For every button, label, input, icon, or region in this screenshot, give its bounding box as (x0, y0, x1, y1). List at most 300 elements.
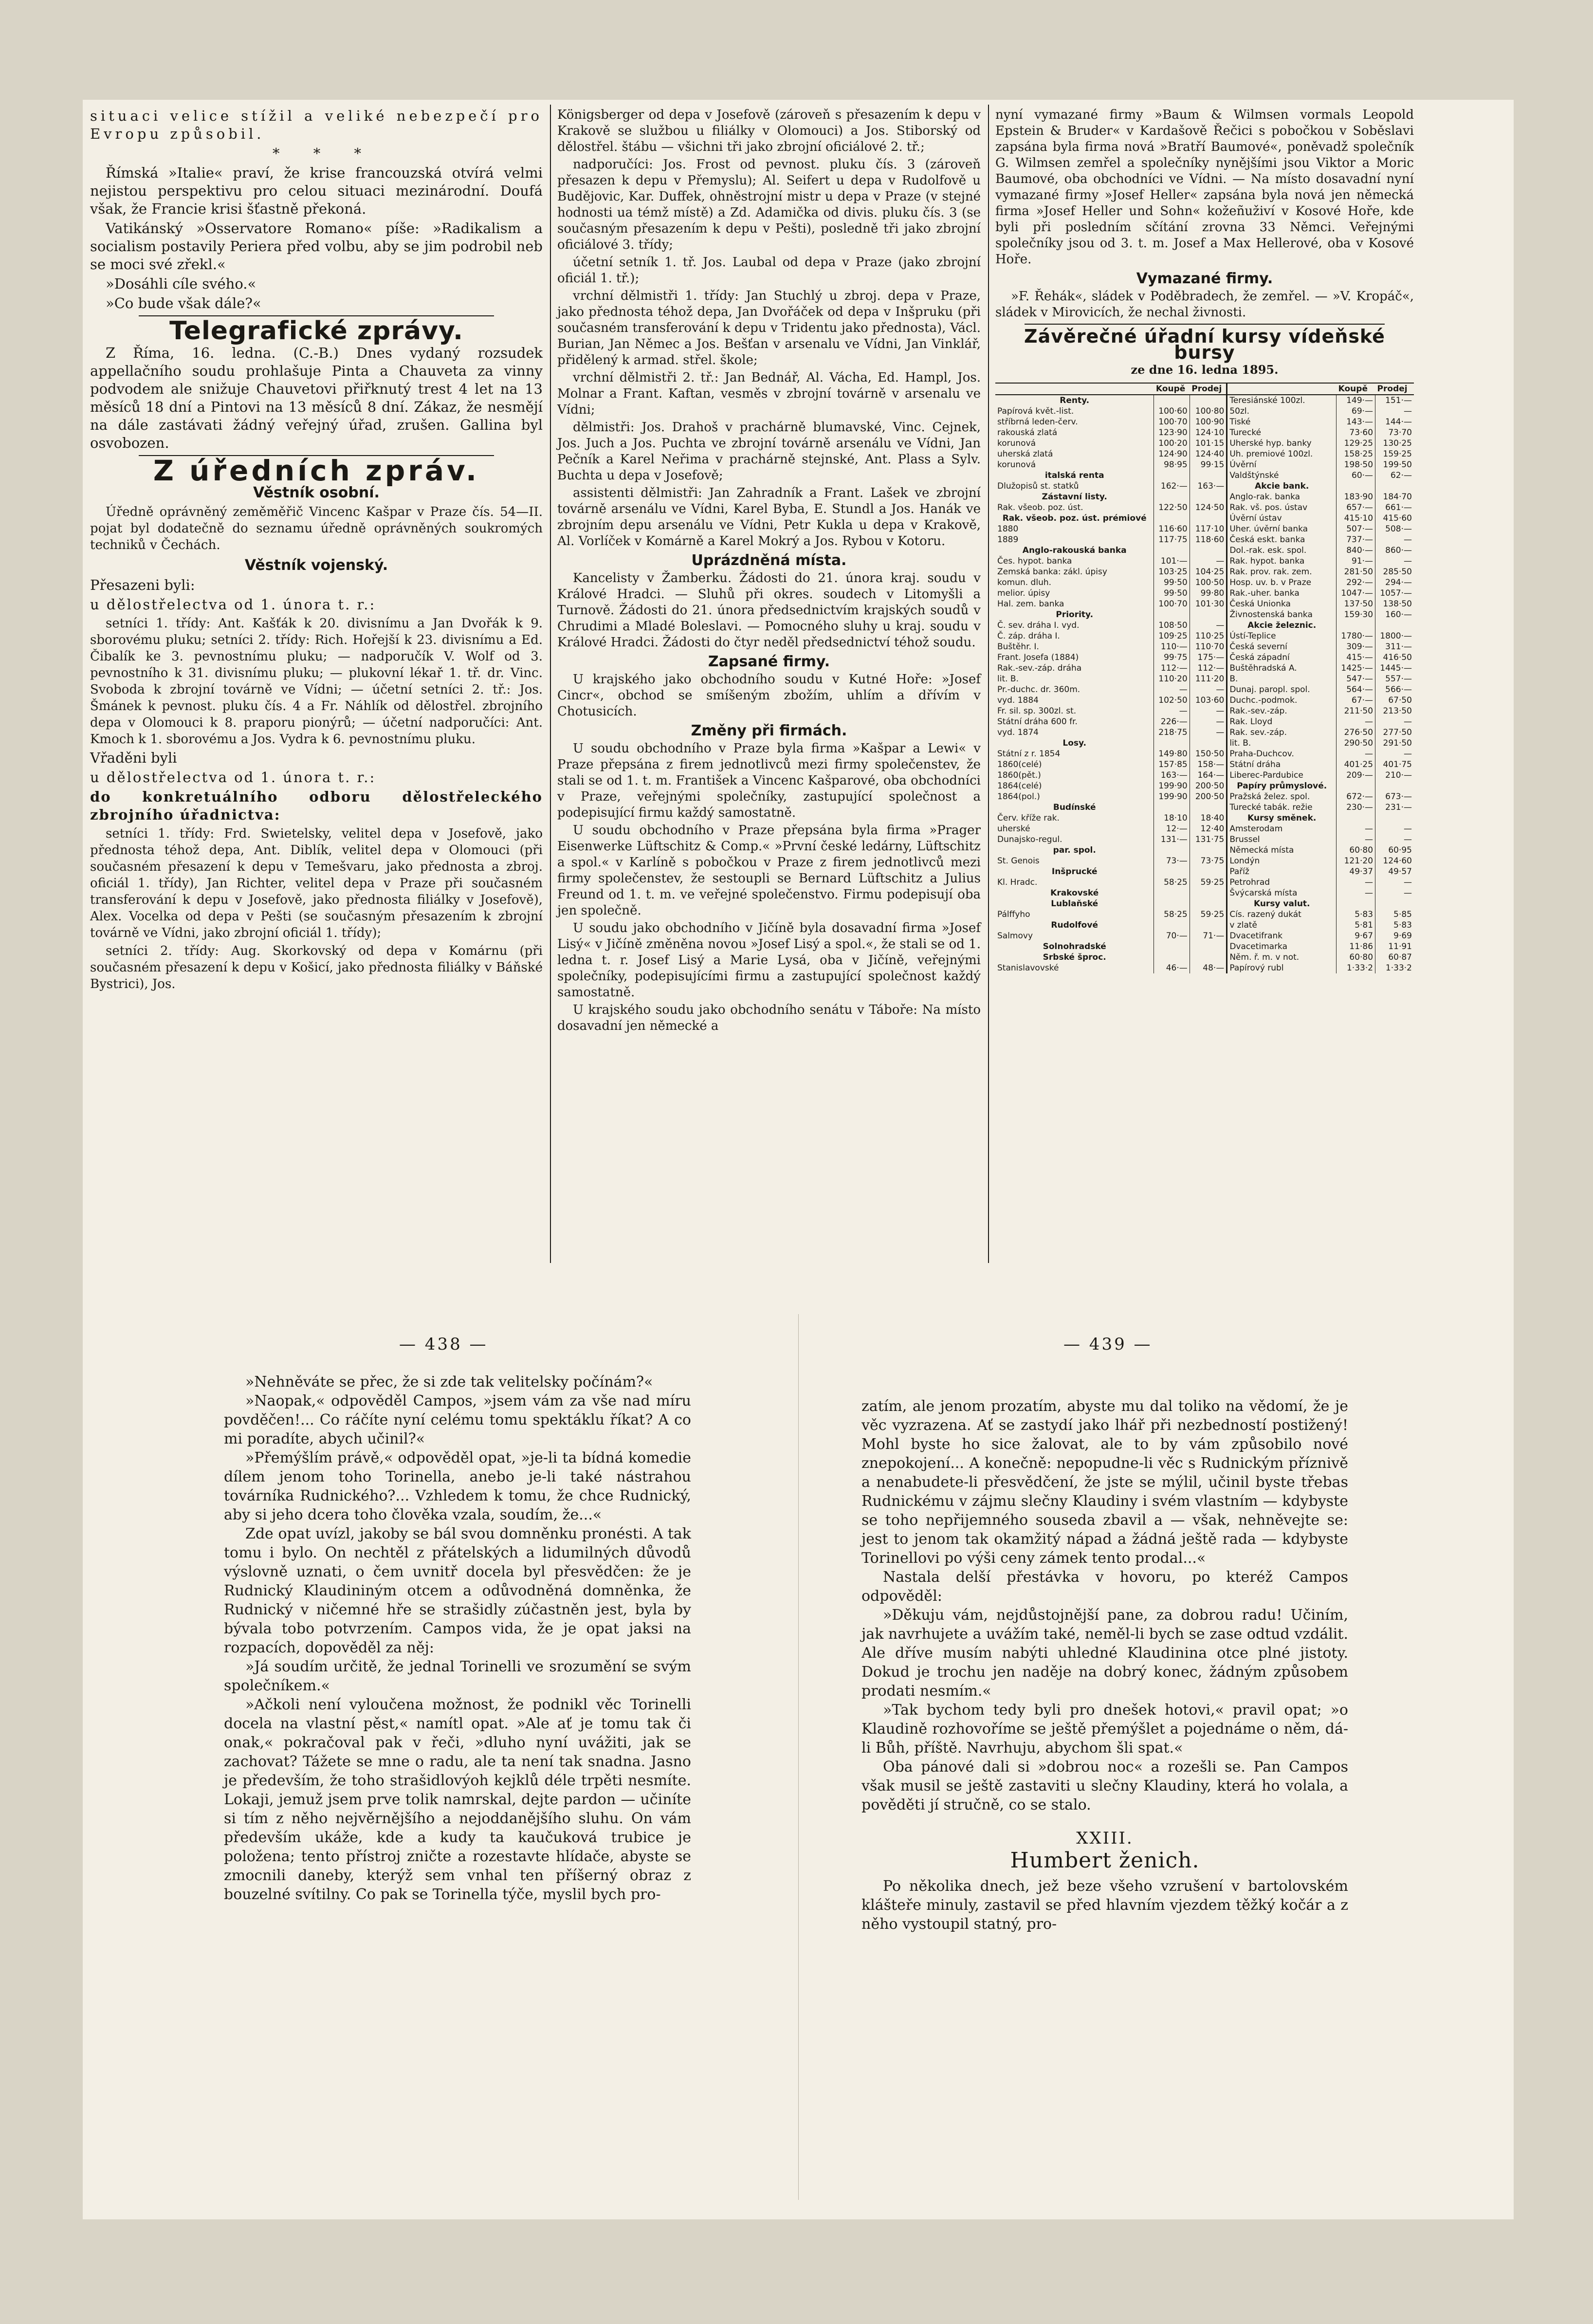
buy-price: 123·90 (1154, 427, 1190, 438)
security-name: Německá místa (1227, 845, 1337, 856)
sell-price: 111·20 (1190, 674, 1227, 684)
sell-price (1375, 813, 1414, 823)
bourse-row (995, 931, 1414, 941)
sell-price: 1057·— (1375, 588, 1414, 599)
buy-price: 100·60 (1154, 406, 1190, 417)
sell-price: 508·— (1375, 524, 1414, 534)
sell-price: 163·— (1190, 481, 1227, 492)
sell-price: — (1190, 716, 1227, 727)
sell-price: 99·80 (1190, 588, 1227, 599)
buy-price: — (1337, 823, 1375, 834)
sell-price: — (1190, 727, 1227, 738)
buy-price: 1780·— (1337, 631, 1375, 641)
sell-price: — (1375, 823, 1414, 834)
buy-price: 507·— (1337, 524, 1375, 534)
buy-price: 110·— (1154, 641, 1190, 652)
sell-price: 291·50 (1375, 738, 1414, 749)
header-sell-right: Prodej (1375, 383, 1414, 395)
buy-price: 657·— (1337, 502, 1375, 513)
security-name: Buštěhr. I. (997, 642, 1039, 652)
security-name: Valdštýnské (1227, 470, 1337, 481)
bourse-row (995, 652, 1414, 663)
bourse-row (995, 524, 1414, 534)
sell-price: 60·87 (1375, 952, 1414, 963)
military-text-8: vrchní dělmistři 2. tř.: Jan Bednář, Al. Vácha, Ed. Hampl, Jos. Molnar a Frant. Kaftan, vesměs v zbrojní továrně v arsenalu ve Vídni; (557, 370, 981, 417)
buy-price (1337, 781, 1375, 791)
security-name: Červ. kříže rak. (997, 813, 1060, 823)
buy-price: 292·— (1337, 577, 1375, 588)
buy-price: 122·50 (1154, 502, 1190, 513)
security-name: Duchc.-podmok. (1227, 695, 1337, 706)
security-name: uherské (997, 824, 1030, 834)
sell-price: 860·— (1375, 545, 1414, 556)
bourse-row (995, 770, 1414, 781)
story-paragraph: Po několika dnech, jež beze všeho vzrušení v bartolovském klášteře minuly, zastavil se před hlavním vjezdem těžký kočár a z něho vystoupil statný, pro- (861, 1878, 1348, 1933)
security-name: Dunajsko-regul. (997, 835, 1062, 844)
buy-price: 70·— (1154, 931, 1190, 941)
security-name: Rak. prov. rak. zem. (1227, 567, 1337, 577)
sell-price (1375, 781, 1414, 791)
buy-price: 46·— (1154, 963, 1190, 973)
sell-price: 104·25 (1190, 567, 1227, 577)
buy-price (1154, 470, 1190, 481)
sell-price: 73·70 (1375, 427, 1414, 438)
buy-price: 547·— (1337, 674, 1375, 684)
buy-price: 124·90 (1154, 449, 1190, 459)
header-name-right (1227, 383, 1337, 395)
buy-price: 415·— (1337, 652, 1375, 663)
buy-price: 290·50 (1337, 738, 1375, 749)
assigned-label: Vřaděni byli (90, 750, 177, 766)
security-name: Turecké (1227, 427, 1337, 438)
sell-price: 175·— (1190, 652, 1227, 663)
buy-price: 1047·— (1337, 588, 1375, 599)
sell-price (1190, 738, 1227, 749)
military-text-5: nadporučíci: Jos. Frost od pevnost. pluku čís. 3 (zároveň přesazen k depu v Přemyslu); Al. Seifert u depa v Rudolfově u Budějovic, Kar. Duffek, ohněstrojní mistr u depa v Praze (v stejné hodnosti ua témž místě) a Zd. Adamička od divis. pluku čís. 3 (se současným přesazením k depu v Pešti), posledně tři jako zbrojní oficiálové 3. třídy; (557, 157, 981, 252)
buy-price: — (1337, 877, 1375, 888)
buy-price: 159·30 (1337, 609, 1375, 620)
military-text-3: setníci 2. třídy: Aug. Skorkovský od depa v Komárnu (při současném přesazení k depu v Košicí, jako přednosta filiálky v Báňské Bystrici), Jos. (90, 944, 543, 991)
bourse-row (995, 941, 1414, 952)
security-name: Stanislavovské (997, 963, 1059, 973)
bourse-row (995, 588, 1414, 599)
security-name: Praha-Duchcov. (1227, 749, 1337, 759)
security-name: Živnostenská banka (1227, 609, 1337, 620)
security-name: Turecké tabák. režie (1227, 802, 1337, 813)
security-name: B. (1227, 674, 1337, 684)
military-text-7: vrchní dělmistři 1. třídy: Jan Stuchlý u zbroj. depa v Praze, jako přednosta téhož depa, Jan Dvořáček od depa v Inšpruku (při současném transferování k depu v Tridentu jako přednosta), Václ. Burian, Jan Němec a Jos. Bešťan v arsenalu ve Vídni, Jan Vinklář, přidělený k armad. střel. škole; (557, 289, 981, 367)
buy-price: — (1154, 706, 1190, 716)
buy-price: 276·50 (1337, 727, 1375, 738)
buy-price (1154, 609, 1190, 620)
security-name: Úvěrní (1227, 459, 1337, 470)
sell-price: 103·60 (1190, 695, 1227, 706)
bourse-row (995, 599, 1414, 609)
bourse-row (995, 567, 1414, 577)
buy-price (1154, 941, 1190, 952)
security-name: Rak.-sev.-záp. (1227, 706, 1337, 716)
sell-price: 415·60 (1375, 513, 1414, 524)
buy-price: 183·90 (1337, 492, 1375, 502)
sell-price: 118·60 (1190, 534, 1227, 545)
security-name: Uherské hyp. banky (1227, 438, 1337, 449)
security-name: Čes. hypot. banka (997, 556, 1072, 566)
buy-price: 99·75 (1154, 652, 1190, 663)
bourse-table (995, 383, 1414, 973)
sell-price: — (1375, 749, 1414, 759)
sell-price: 124·40 (1190, 449, 1227, 459)
bourse-row (995, 802, 1414, 813)
sell-price: 151·— (1375, 395, 1414, 406)
sell-price: 160·— (1375, 609, 1414, 620)
story-paragraph: zatím, ale jenom prozatím, abyste mu dal toliko na vědomí, že je věc vyzrazena. Ať se zastydí jako lhář při nezbedností postižený! Mohl byste ho sice žalovat, ale to by vám způsobilo nové znepokojení... A konečně: nepopudne-li věc s Rudnickým příznivě a nenabudete-li přesvědčení, že jste se mýlil, učinil byste třebas Rudnickému v zájmu slečny Klaudiny i svém vlastním — kdybyste se toho nepřijemného souseda zbavil a — však, nehněvejte se: jest to jenom tak okamžitý nápad a žádná ještě rada — kdybyste Torinellovi po výši ceny zámek tento prodal...« (861, 1398, 1348, 1567)
buy-price (1154, 492, 1190, 502)
bourse-row (995, 674, 1414, 684)
registered-firms-text: U krajského jako obchodního soudu v Kutné Hoře: »Josef Cincr«, obchod se smíšeným zbožím, uhlím a dřívím v Chotusicích. (557, 672, 981, 719)
buy-price: 137·50 (1337, 599, 1375, 609)
buy-price: 131·— (1154, 834, 1190, 845)
article-para-quote-2: »Co bude však dále?« (106, 295, 261, 311)
buy-price: — (1154, 684, 1190, 695)
buy-price: 11·86 (1337, 941, 1375, 952)
bourse-row (995, 791, 1414, 802)
sell-price: 213·50 (1375, 706, 1414, 716)
bourse-row (995, 845, 1414, 856)
story-left-page (224, 1372, 691, 1904)
security-name: Teresiánské 100zl. (1227, 395, 1337, 406)
security-name: Rak. hypot. banka (1227, 556, 1337, 567)
sell-price: 130·25 (1375, 438, 1414, 449)
story-paragraph: »Přemýšlím právě,« odpověděl opat, »je-li ta bídná komedie dílem jenom toho Torinella, anebo je-li také nástrahou továrníka Rudnického?... Vzhledem k tomu, že chce Rudnický, aby si jeho dcera toho člověka vzala, soudím, že...« (224, 1449, 691, 1523)
bourse-table-body (995, 395, 1414, 973)
bourse-row (995, 417, 1414, 427)
security-name: Úvěrní ústav (1227, 513, 1337, 524)
buy-price: 309·— (1337, 641, 1375, 652)
bourse-row (995, 641, 1414, 652)
bourse-row (995, 898, 1414, 909)
buy-price: 101·— (1154, 556, 1190, 567)
security-name: Státní z r. 1854 (997, 749, 1061, 759)
security-name: Lublaňské (1051, 899, 1099, 909)
security-name: Česká severní (1227, 641, 1337, 652)
sell-price: 210·— (1375, 770, 1414, 781)
story-paragraph: »Tak bychom tedy byli pro dnešek hotovi,« pravil opat; »o Klaudině rozhovoříme se ještě přemýšlet a pojednáme o něm, dá-li Bůh, příště. Navrhuju, abychom šli spat.« (861, 1702, 1348, 1757)
buy-price: 60·— (1337, 470, 1375, 481)
bourse-row (995, 716, 1414, 727)
security-name: Hal. zem. banka (997, 599, 1064, 609)
buy-price: 226·— (1154, 716, 1190, 727)
security-name: Zemská banka: zákl. úpisy (997, 567, 1107, 577)
buy-price: 198·50 (1337, 459, 1375, 470)
security-name: par. spol. (1053, 845, 1096, 855)
security-name: Rak.-uher. banka (1227, 588, 1337, 599)
column-3 (995, 107, 1414, 973)
buy-price (1337, 481, 1375, 492)
sell-price: — (1190, 556, 1227, 567)
column-2 (557, 107, 981, 1036)
sell-price: 49·57 (1375, 866, 1414, 877)
security-name: Londýn (1227, 856, 1337, 866)
sell-price: 67·50 (1375, 695, 1414, 706)
sell-price: — (1190, 706, 1227, 716)
sell-price: 184·70 (1375, 492, 1414, 502)
firm-changes-text-3: U soudu jako obchodního v Jičíně byla dosavadní firma »Josef Lisý« v Jičíně změněna novou »Josef Lisý a spol.«, že stali se od 1. ledna t. r. Josef Lisý a Marie Lysá, oba v Jičíně, veřejnými společníky, podepisujícími firmu a zastupující společnost každý samostatně. (557, 921, 981, 1000)
security-name: Č. sev. dráha I. vyd. (997, 621, 1080, 630)
buy-price: 211·50 (1337, 706, 1375, 716)
buy-price: 5·83 (1337, 909, 1375, 920)
bourse-row (995, 888, 1414, 898)
security-name: Srbské šproc. (1043, 952, 1106, 962)
security-name: korunová (997, 460, 1036, 470)
firm-changes-text-1: U soudu obchodního v Praze byla firma »Kašpar a Lewi« v Praze přepsána z firem jednotlivců mezi firmy společenstev, že stali se od 1. t. m. František a Vincenc Kašparové, oba obchodníci v Praze, veřejnými společníky, zastupující společnost a podepisující firmu každý samostatně. (557, 741, 981, 820)
bourse-row (995, 406, 1414, 417)
buy-price: 60·80 (1337, 845, 1375, 856)
buy-price: 100·70 (1154, 417, 1190, 427)
security-name: Paříž (1227, 866, 1337, 877)
buy-price: 73·60 (1337, 427, 1375, 438)
bourse-row (995, 695, 1414, 706)
security-name: vyd. 1874 (997, 728, 1039, 737)
bourse-row (995, 952, 1414, 963)
security-name: Anglo-rak. banka (1227, 492, 1337, 502)
bourse-row (995, 813, 1414, 823)
story-paragraph: »Děkuju vám, nejdůstojnější pane, za dobrou radu! Učiním, jak navrhujete a uvážím také, neměl-li bych se zase odtud vzdálit. Ale dříve musím nabýti uhledné Klaudinina otce plné jistoty. Dokud je trochu jen naděje na dobrý konec, žádným způsobem prodati nesmím.« (861, 1607, 1348, 1700)
security-name: Česká eskt. banka (1227, 534, 1337, 545)
sell-price: 416·50 (1375, 652, 1414, 663)
buy-price (1154, 920, 1190, 931)
sell-price: 311·— (1375, 641, 1414, 652)
story-paragraph: »Já soudím určitě, že jednal Torinelli ve srozumění se svým společníkem.« (224, 1658, 691, 1694)
buy-price: 91·— (1337, 556, 1375, 567)
bourse-row (995, 684, 1414, 695)
security-name: Cís. razený dukát (1227, 909, 1337, 920)
bourse-row (995, 909, 1414, 920)
sell-price: 199·50 (1375, 459, 1414, 470)
buy-price: 149·— (1337, 395, 1375, 406)
security-name: vyd. 1884 (997, 695, 1039, 705)
sell-price: — (1190, 684, 1227, 695)
bourse-row (995, 481, 1414, 492)
military-text-6: účetní setník 1. tř. Jos. Laubal od depa v Praze (jako zbrojní oficiál 1. tř.); (557, 255, 981, 286)
sell-price: 5·83 (1375, 920, 1414, 931)
buy-price: 116·60 (1154, 524, 1190, 534)
military-text-1: setníci 1. třídy: Ant. Kašťák k 20. divisnímu a Jan Dvořák k 9. sborovému pluku; setníci 2. třídy: Rich. Hořejší k 23. divisnímu a Ed. Čibalík ke 3. pevnostnímu pluku; — nadporučík V. Wolf od 3. pevnostního k 31. divisnímu pluku; — plukovní lékař 1. tř. dr. Vinc. Svoboda k zbrojní továrně ve Vídni; — účetní setníci 2. tř.: Jos. Šmánek k pevnost. pluku čís. 4 a Fr. Náhlík od dělostřel. zbrojního depa v Olomouci k 8. praporu pionýrů; — účetní nadporučíci: Ant. Kmoch k 1. sborovému a Jos. Vydra k 6. pevnostnímu pluku. (90, 616, 543, 747)
buy-price: 157·85 (1154, 759, 1190, 770)
buy-price: 102·50 (1154, 695, 1190, 706)
firm-changes-heading: Změny při firmách. (691, 722, 847, 739)
bourse-row (995, 631, 1414, 641)
sell-price: 112·— (1190, 663, 1227, 674)
buy-price (1337, 898, 1375, 909)
buy-price: 67·— (1337, 695, 1375, 706)
sell-price: — (1375, 888, 1414, 898)
sell-price (1190, 802, 1227, 813)
buy-price (1154, 513, 1190, 524)
story-paragraph: »Naopak,« odpověděl Campos, »jsem vám za vše nad míru povděčen!... Co ráčíte nyní celému tomu spektáklu říkat? A co mi poradíte, abych učinil?« (224, 1392, 691, 1447)
military-text-4: Königsberger od depa v Josefově (zároveň s přesazením k depu v Krakově se službou u filiálky v Olomouci) a Jos. Stiborský od dělostřel. štábu — všichni tři jako zbrojní oficiálové 2. tř.; (557, 108, 981, 154)
buy-price: 69·— (1337, 406, 1375, 417)
sell-price (1190, 545, 1227, 556)
security-name: Hosp. uv. b. v Praze (1227, 577, 1337, 588)
buy-price: 58·25 (1154, 877, 1190, 888)
buy-price (1154, 866, 1190, 877)
bourse-heading: Závěrečné úřadní kursy vídeňské bursy (1024, 326, 1385, 363)
sell-price: — (1375, 534, 1414, 545)
security-name: Frant. Josefa (1884) (997, 653, 1079, 662)
bourse-row (995, 438, 1414, 449)
sell-price (1190, 609, 1227, 620)
bourse-row (995, 963, 1414, 973)
buy-price: 209·— (1337, 770, 1375, 781)
security-name: lit. B. (997, 674, 1019, 684)
buy-price (1154, 738, 1190, 749)
bourse-row (995, 706, 1414, 716)
security-name: Kl. Hradc. (997, 878, 1038, 887)
buy-price: 672·— (1337, 791, 1375, 802)
sell-price: 144·— (1375, 417, 1414, 427)
sell-price: 158·— (1190, 759, 1227, 770)
buy-price: 73·— (1154, 856, 1190, 866)
security-name: Státní dráha (1227, 759, 1337, 770)
buy-price: — (1337, 749, 1375, 759)
sell-price: 138·50 (1375, 599, 1414, 609)
security-name: Solnohradské (1043, 942, 1106, 952)
story-paragraph: Zde opat uvízl, jakoby se bál svou domněnku pronésti. A tak tomu i bylo. On nechtěl z přátelských a lidumilných důvodů výslovně uznati, o čem uvnitř docela byl přesvědčen: že je Rudnický Klaudininým otcem a odůvodněná domněnka, že Rudnický v ničemné hře se strašidly zúčastněn jest, byla by bývala tobo potvrzením. Campos vida, že je opat jaksi na rozpacích, dopověděl za něj: (224, 1525, 691, 1656)
military-bulletin-heading: Věstník vojenský. (244, 557, 388, 574)
sell-price: 124·50 (1190, 502, 1227, 513)
buy-price: 112·— (1154, 663, 1190, 674)
security-name: Akcie bank. (1227, 481, 1337, 492)
security-name: Česká západní (1227, 652, 1337, 663)
security-name: Brussel (1227, 834, 1337, 845)
sell-price: 73·75 (1190, 856, 1227, 866)
sell-price: — (1190, 620, 1227, 631)
security-name: Papírový rubl (1227, 963, 1337, 973)
sell-price: 1445·— (1375, 663, 1414, 674)
security-name: Dunaj. paropl. spol. (1227, 684, 1337, 695)
sell-price: 566·— (1375, 684, 1414, 695)
buy-price: 218·75 (1154, 727, 1190, 738)
sell-price (1190, 920, 1227, 931)
column-1 (90, 107, 543, 994)
sell-price: — (1375, 834, 1414, 845)
sell-price: 1800·— (1375, 631, 1414, 641)
security-name: 1880 (997, 524, 1019, 534)
buy-price: 199·90 (1154, 781, 1190, 791)
security-name: Zástavní listy. (1042, 492, 1107, 502)
intro-text: situaci velice stížil a veliké nebezpečí pro Evropu způsobil. (90, 108, 543, 142)
sell-price: 661·— (1375, 502, 1414, 513)
buy-price (1154, 888, 1190, 898)
bourse-row (995, 749, 1414, 759)
security-name: Rak. všeob. poz. úst. (997, 503, 1083, 512)
buy-price: 108·50 (1154, 620, 1190, 631)
bourse-row (995, 470, 1414, 481)
personal-bulletin-heading: Věstník osobní. (253, 484, 380, 501)
sell-price (1190, 898, 1227, 909)
story-paragraph: »Ačkoli není vyloučena možnost, že podnikl věc Torinelli docela na vlastní pěst,« namítl opat. »Ale ať je tomu tak či onak,« pokračoval pak v řeči, »dluho nyní uvážiti, jak se zachovat? Tážete se mne o radu, ale ta není tak snadna. Jasno je především, že toho strašidlovýoh kejklů déle trpěti nesmíte. Lokaji, jemuž jsem prve tolik namrskal, dejte pardon — učiníte si tím z něho nejvěrnějšího a nejoddanějšího sluhu. On vám především ukáže, kde a kudy ta kaučuková trubice je položena; tento přístroj zničte a rozestavte hlídače, abyste se zmocnili daneby, kterýž sem vnhal ten příšerný obraz z bouzelné svítilny. Co pak se Torinella týče, myslil bych pro- (224, 1696, 691, 1903)
section-stars: * * * (273, 145, 376, 162)
firm-changes-text-4: U krajského soudu jako obchodního senátu v Táboře: Na místo dosavadní jen německé a (557, 1003, 981, 1033)
buy-price: 143·— (1337, 417, 1375, 427)
security-name: Kursy směnek. (1227, 813, 1337, 823)
security-name: rakouská zlatá (997, 428, 1058, 438)
sell-price: — (1375, 556, 1414, 567)
bourse-row (995, 513, 1414, 524)
security-name: Akcie železnic. (1227, 620, 1337, 631)
security-name: Něm. ř. m. v not. (1227, 952, 1337, 963)
bourse-date: ze dne 16. ledna 1895. (1131, 363, 1279, 377)
sell-price: 124·60 (1375, 856, 1414, 866)
buy-price: 103·25 (1154, 567, 1190, 577)
buy-price: 840·— (1337, 545, 1375, 556)
security-name: Fr. sil. sp. 300zl. st. (997, 706, 1077, 716)
concrete-branch-label: do konkretuálního odboru dělostřeleckého zbrojního úřadnictva: (90, 788, 543, 823)
security-name: Pálffyho (997, 910, 1030, 919)
security-name: Rak. sev.-záp. (1227, 727, 1337, 738)
buy-price: 98·95 (1154, 459, 1190, 470)
article-para-italie: Římská »Italie« praví, že krise francouzská otvírá velmi nejistou perspektivu pro celou situaci mezinárodní. Doufá však, že Francie krisi šťastně překoná. (90, 165, 543, 217)
sell-price: 100·80 (1190, 406, 1227, 417)
column-rule-2 (988, 105, 989, 1263)
sell-price: 100·90 (1190, 417, 1227, 427)
sell-price: 110·70 (1190, 641, 1227, 652)
column-rule-1 (550, 105, 551, 1263)
bourse-row (995, 727, 1414, 738)
sell-price (1190, 941, 1227, 952)
buy-price: 1·33·2 (1337, 963, 1375, 973)
security-name: Losy. (1062, 738, 1087, 748)
security-name: Č. záp. dráha I. (997, 631, 1060, 641)
buy-price: 199·90 (1154, 791, 1190, 802)
sell-price: 101·30 (1190, 599, 1227, 609)
bourse-row (995, 492, 1414, 502)
sell-price: 294·— (1375, 577, 1414, 588)
sell-price (1190, 513, 1227, 524)
buy-price (1154, 845, 1190, 856)
buy-price: 99·50 (1154, 588, 1190, 599)
bourse-row (995, 663, 1414, 674)
story-paragraph: Oba pánové dali si »dobrou noc« a rozešli se. Pan Campos však musil se ještě zastaviti u slečny Klaudiny, která ho volala, a pověděti jí stručně, co se stalo. (861, 1758, 1348, 1813)
security-name: 1860(pět.) (997, 770, 1041, 780)
header-sell-left: Prodej (1190, 383, 1227, 395)
sell-price: 71·— (1190, 931, 1227, 941)
bourse-row (995, 759, 1414, 770)
deleted-firms-heading: Vymazané firmy. (1136, 270, 1273, 287)
buy-price: 9·67 (1337, 931, 1375, 941)
security-name: Státní dráha 600 fr. (997, 717, 1078, 727)
story-paragraph: »Nehněváte se přec, že si zde tak velitelsky počínám?« (245, 1373, 653, 1391)
buy-price: 149·80 (1154, 749, 1190, 759)
article-para-osservatore: Vatikánský »Osservatore Romano« píše: »Radikalism a socialism postavily Periera před volbu, aby se jim podrobil neb se moci své zřekl.« (90, 220, 543, 273)
security-name: Buštěhradská A. (1227, 663, 1337, 674)
sell-price (1375, 620, 1414, 631)
sell-price: 131·75 (1190, 834, 1227, 845)
page-number-left: — 438 — (399, 1335, 488, 1354)
buy-price: — (1337, 888, 1375, 898)
buy-price: 100·20 (1154, 438, 1190, 449)
buy-price: 18·10 (1154, 813, 1190, 823)
security-name: Rak.-sev.-záp. dráha (997, 663, 1082, 673)
sell-price (1190, 395, 1227, 406)
security-name: Priority. (1056, 610, 1094, 620)
registered-firms-heading: Zapsané firmy. (708, 653, 830, 670)
bourse-row (995, 534, 1414, 545)
security-name: Česká Unionka (1227, 599, 1337, 609)
security-name: uherská zlatá (997, 449, 1053, 459)
telegram-heading: Telegrafické zprávy. (169, 316, 463, 346)
buy-price: 60·80 (1337, 952, 1375, 963)
